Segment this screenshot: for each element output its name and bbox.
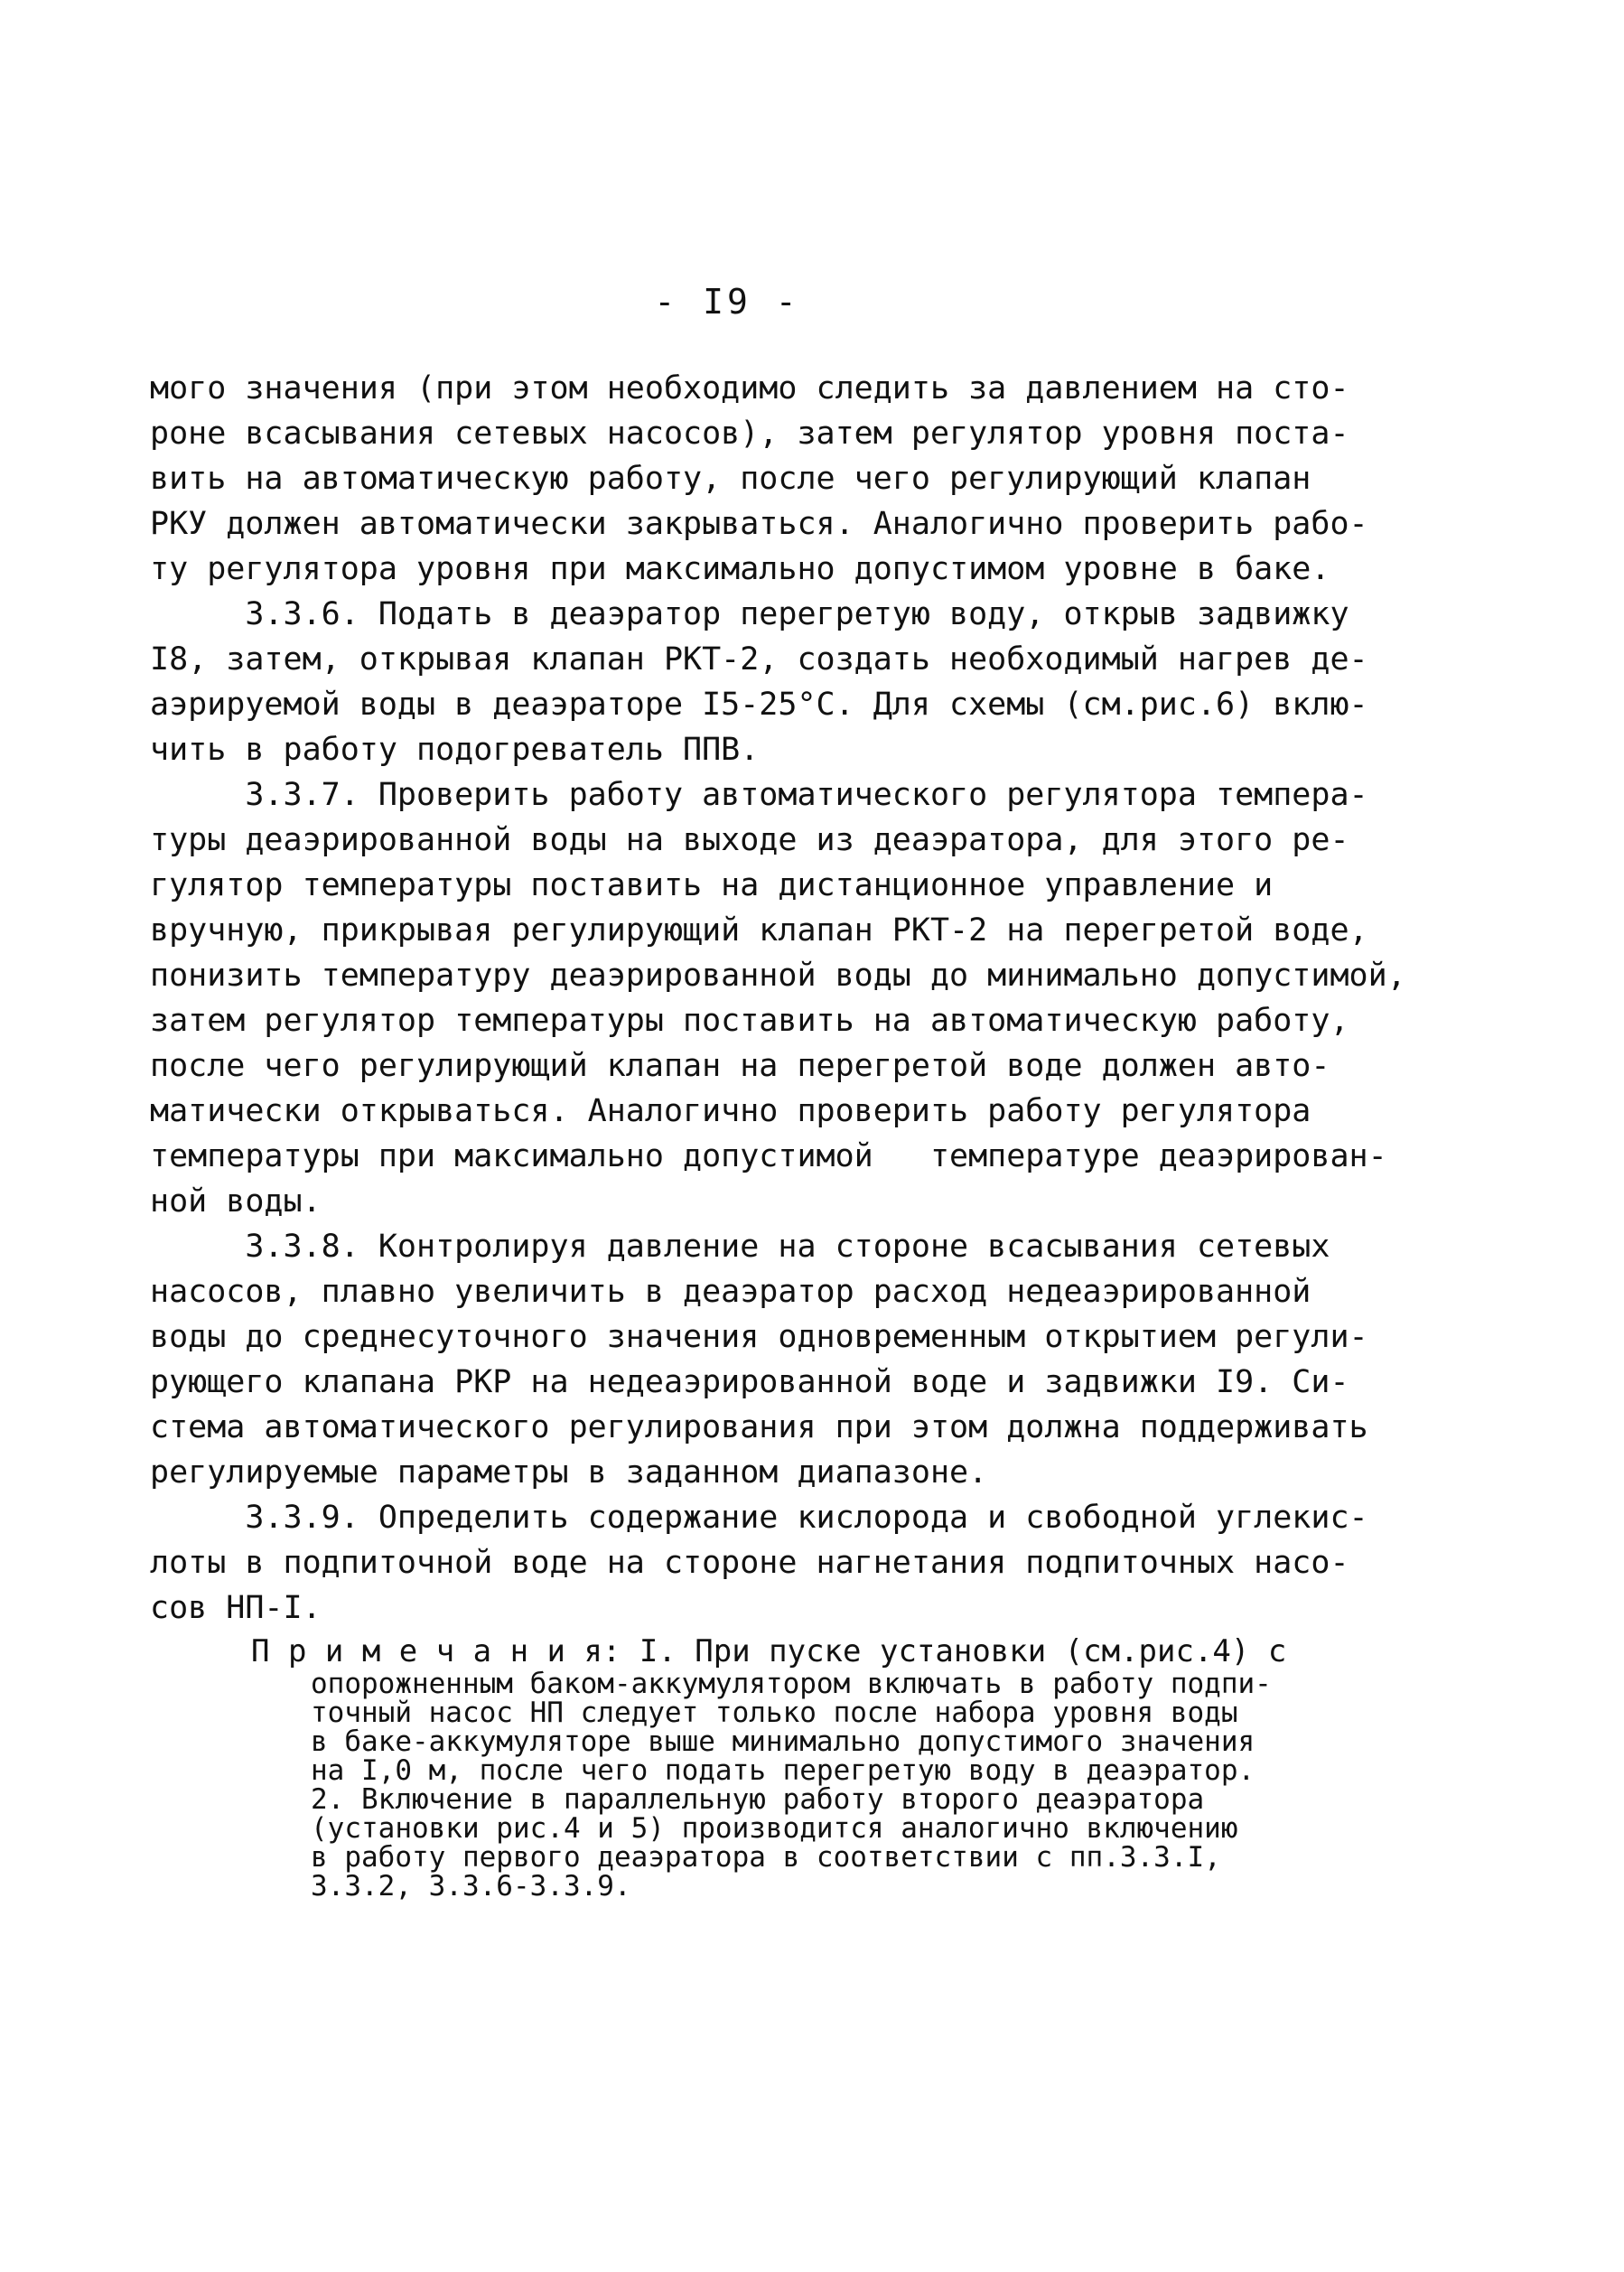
text-line: сов НП-I. bbox=[150, 1590, 322, 1626]
note-line: опорожненным баком-аккумулятором включать в работу подпи- bbox=[311, 1668, 1272, 1700]
text-line: вручную, прикрывая регулирующий клапан РКТ-2 на перегретой воде, bbox=[150, 912, 1368, 949]
text-line: регулируемые параметры в заданном диапазоне. bbox=[150, 1454, 988, 1491]
notes-heading-line: П р и м е ч а н и я: I. При пуске установки (см.рис.4) с bbox=[251, 1633, 1287, 1669]
note-line: 3.3.2, 3.3.6-3.3.9. bbox=[311, 1870, 631, 1903]
text-line: затем регулятор температуры поставить на автоматическую работу, bbox=[150, 1003, 1349, 1039]
text-line: 3.3.6. Подать в деаэратор перегретую воду, открыв задвижку bbox=[150, 596, 1349, 632]
text-line: роне всасывания сетевых насосов), затем регулятор уровня поста- bbox=[150, 416, 1349, 452]
text-line: туры деаэрированной воды на выходе из деаэратора, для этого ре- bbox=[150, 822, 1349, 858]
text-line: понизить температуру деаэрированной воды до минимально допустимой, bbox=[150, 958, 1406, 994]
text-line: гулятор температуры поставить на дистанционное управление и bbox=[150, 867, 1274, 903]
text-line: рующего клапана РКР на недеаэрированной воде и задвижки I9. Си- bbox=[150, 1364, 1349, 1400]
text-line: аэрируемой воды в деаэраторе I5-25°C. Для схемы (см.рис.6) вклю- bbox=[150, 687, 1368, 723]
text-line: ту регулятора уровня при максимально допустимом уровне в баке. bbox=[150, 551, 1330, 587]
text-line: воды до среднесуточного значения одновременным открытием регули- bbox=[150, 1319, 1368, 1355]
text-line: после чего регулирующий клапан на перегретой воде должен авто- bbox=[150, 1048, 1330, 1084]
main-text bbox=[150, 366, 1406, 1631]
text-line: температуры при максимально допустимой температуре деаэрирован- bbox=[150, 1138, 1387, 1174]
text-line: матически открываться. Аналогично проверить работу регулятора bbox=[150, 1093, 1311, 1129]
note-line: в баке-аккумуляторе выше минимально допустимого значения bbox=[311, 1725, 1255, 1758]
note-line: на I,0 м, после чего подать перегретую воду в деаэратор. bbox=[311, 1754, 1255, 1787]
note-line: (установки рис.4 и 5) производится аналогично включению bbox=[311, 1812, 1238, 1845]
page-number: - I9 - bbox=[654, 282, 800, 322]
text-line: РКУ должен автоматически закрываться. Аналогично проверить рабо- bbox=[150, 506, 1368, 542]
text-line: стема автоматического регулирования при этом должна поддерживать bbox=[150, 1409, 1368, 1445]
text-line: лоты в подпиточной воде на стороне нагнетания подпиточных насо- bbox=[150, 1545, 1349, 1581]
note-line: точный насос НП следует только после набора уровня воды bbox=[311, 1697, 1238, 1729]
text-line: мого значения (при этом необходимо следить за давлением на сто- bbox=[150, 370, 1349, 407]
text-line: вить на автоматическую работу, после чего регулирующий клапан bbox=[150, 461, 1311, 497]
text-line: насосов, плавно увеличить в деаэратор расход недеаэрированной bbox=[150, 1274, 1311, 1310]
text-line: чить в работу подогреватель ППВ. bbox=[150, 732, 760, 768]
text-line: 3.3.8. Контролируя давление на стороне всасывания сетевых bbox=[150, 1229, 1330, 1265]
text-line: ной воды. bbox=[150, 1183, 322, 1220]
notes-block bbox=[251, 1633, 1371, 1901]
text-line: I8, затем, открывая клапан РКТ-2, создать необходимый нагрев де- bbox=[150, 641, 1368, 678]
text-line: 3.3.7. Проверить работу автоматического регулятора темпера- bbox=[150, 777, 1368, 813]
note-line: 2. Включение в параллельную работу второго деаэратора bbox=[311, 1783, 1205, 1816]
text-line: 3.3.9. Определить содержание кислорода и свободной углекис- bbox=[150, 1500, 1368, 1536]
note-line: в работу первого деаэратора в соответствии с пп.3.3.I, bbox=[311, 1841, 1221, 1874]
